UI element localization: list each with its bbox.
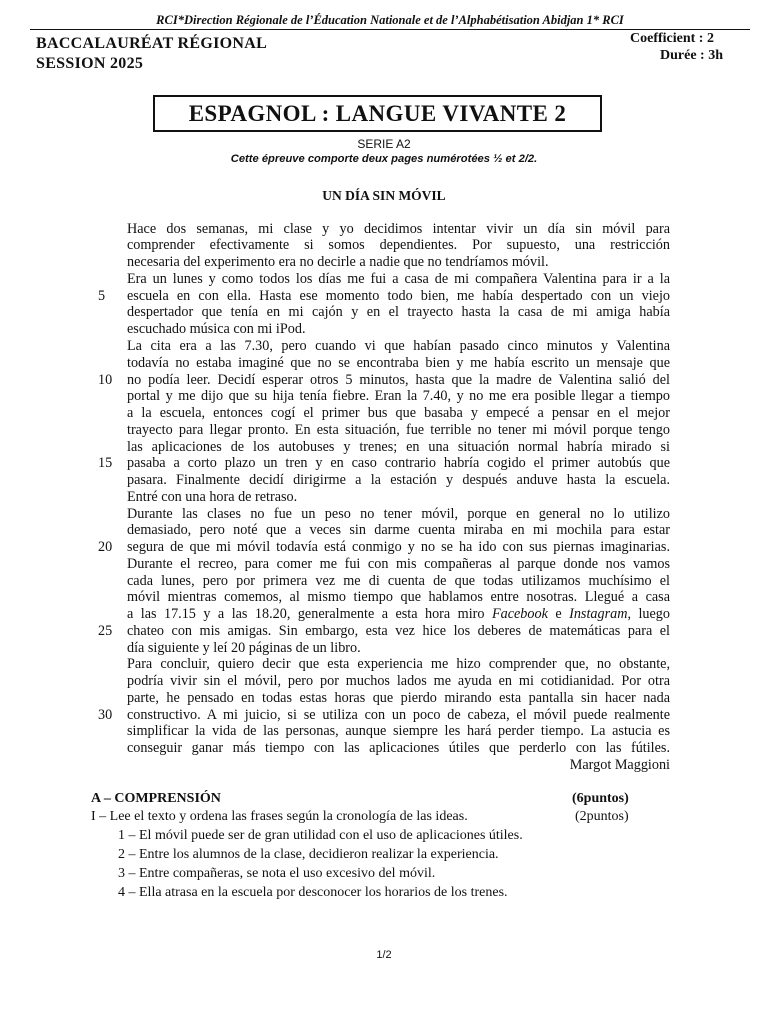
bac-label: BACCALAURÉAT RÉGIONAL [36,35,268,52]
text-line: simplificar la vida de las personas, aunque siempre les hará perder tiempo. La astucia es [127,723,670,739]
question-item: 3 – Entre compañeras, se nota el uso excesivo del móvil. [118,866,436,881]
line-number: 25 [98,623,113,639]
text-line: todavía no estaba imaginé que no se encontraba bien y me había escrito un mensaje que [127,355,670,371]
text-line: pasara. Finalmente decidí dirigirme a la estación y después anduve hasta la escuela. [127,472,670,488]
section-a-title: A – COMPRENSIÓN [91,791,221,806]
text-line: Durante las clases no fue un peso no tener móvil, porque en general no lo utilizo [127,506,670,522]
text-line: móvil mientras comemos, al mismo tiempo que hablamos entre nosotras. Llegué a casa [127,589,670,605]
pages-note: Cette épreuve comporte deux pages numérotées ½ et 2/2. [230,153,538,165]
text-line: Entré con una hora de retraso. [127,489,298,505]
text-line: comprender efectivamente si somos dependientes. Por supuesto, una restricción [127,237,670,253]
coefficient: Coefficient : 2 [630,31,714,46]
exam-title-box: ESPAGNOL : LANGUE VIVANTE 2 [153,95,602,132]
serie-label: SERIE A2 [357,137,411,151]
line-number: 15 [98,455,113,471]
text-line: día siguiente y leí 20 páginas de un libro. [127,640,361,656]
question-item: 1 – El móvil puede ser de gran utilidad con el uso de aplicaciones útiles. [118,828,523,843]
text-line: segura de que mi móvil todavía está conmigo y no se ha ido con sus piernas imaginarias. [127,539,670,555]
text-line: chateo con mis amigas. Sin embargo, esta vez hice los deberes de matemáticas para el [127,623,670,639]
text-line: escuela en con ella. Hasta ese momento todo bien, me había despertado con un viejo [127,288,670,304]
text-line: La cita era a las 7.30, pero cuando vi que habían pasado cinco minutos y Valentina [127,338,670,354]
text-line: Para concluir, quiero decir que esta experiencia me hizo comprender que, no obstante, [127,656,670,672]
text-line: pasaba a corto plazo un tren y en caso contrario habría cogido el primer autobús que [127,455,670,471]
duration: Durée : 3h [660,48,723,63]
page-number: 1/2 [376,949,392,961]
text-line: constructivo. A mi juicio, si se utiliza con un poco de cabeza, el móvil puede realmente [127,707,670,723]
question-item: 2 – Entre los alumnos de la clase, decidieron realizar la experiencia. [118,847,499,862]
text-line: parte, he pensado en todas estas horas que pierdo mirando esta pantalla sin hacer nada [127,690,670,706]
top-header-line: RCI*Direction Régionale de l’Éducation Nationale et de l’Alphabétisation Abidjan 1* RCI [156,13,624,27]
text-line: las aplicaciones de los autobuses y trenes; en una situación normal habría mirado si [127,439,670,455]
line-number: 5 [98,288,106,304]
text-line: no podía leer. Decidí esperar otros 5 minutos, hasta que la madre de Valentina salió del [127,372,670,388]
question-1: I – Lee el texto y ordena las frases según la cronología de las ideas. [91,809,468,824]
text-line: podría vivir sin el móvil, pero por muchos lados me ayuda en mi cotidianidad. Por otra [127,673,670,689]
text-line: despertador que tenía en mi cajón y en el trayecto hasta la casa de mi amiga había [127,304,670,320]
text-line: portal y me dijo que su hija tenía fiebre. Eran la 7.40, y no me era posible llegar a tiempo [127,388,670,404]
text-title: UN DÍA SIN MÓVIL [322,188,446,203]
text-line: cada lunes, pero por primera vez me di cuenta de que todas utilizamos muchísimo el [127,573,670,589]
question-1-points: (2puntos) [575,809,629,824]
section-a-points: (6puntos) [572,791,629,806]
text-line: demasiado, pero noté que a veces sin darme cuenta miraba en mi mochila para estar [127,522,670,538]
text-line: trayecto para llegar pronto. En esta situación, fue terrible no tener mi móvil porque tengo [127,422,670,438]
text-line: Era un lunes y como todos los días me fui a casa de mi compañera Valentina para ir a la [127,271,670,287]
text-line: Hace dos semanas, mi clase y yo decidimos intentar vivir un día sin móvil para [127,221,670,237]
header-rule [30,29,750,30]
text-line: escuchado música con mi iPod. [127,321,306,337]
text-line: a las 17.15 y a las 18.20, generalmente a esta hora miro Facebook e Instagram, luego [127,606,670,622]
line-number: 30 [98,707,113,723]
text-line: necesaria del experimento era no decirle a nadie que no tendríamos móvil. [127,254,549,270]
text-line: conseguir ganar más tiempo con las aplicaciones útiles que perderlo con las fútiles. [127,740,670,756]
line-number: 10 [98,372,113,388]
question-item: 4 – Ella atrasa en la escuela por desconocer los horarios de los trenes. [118,885,508,900]
text-author: Margot Maggioni [569,757,670,773]
text-line: Durante el recreo, para comer me fui con mis compañeras al parque donde nos vamos [127,556,670,572]
session-label: SESSION 2025 [36,55,144,72]
text-line: a la escuela, entonces cogí el primer bus que basaba y empecé a pensar en el mejor [127,405,670,421]
line-number: 20 [98,539,113,555]
